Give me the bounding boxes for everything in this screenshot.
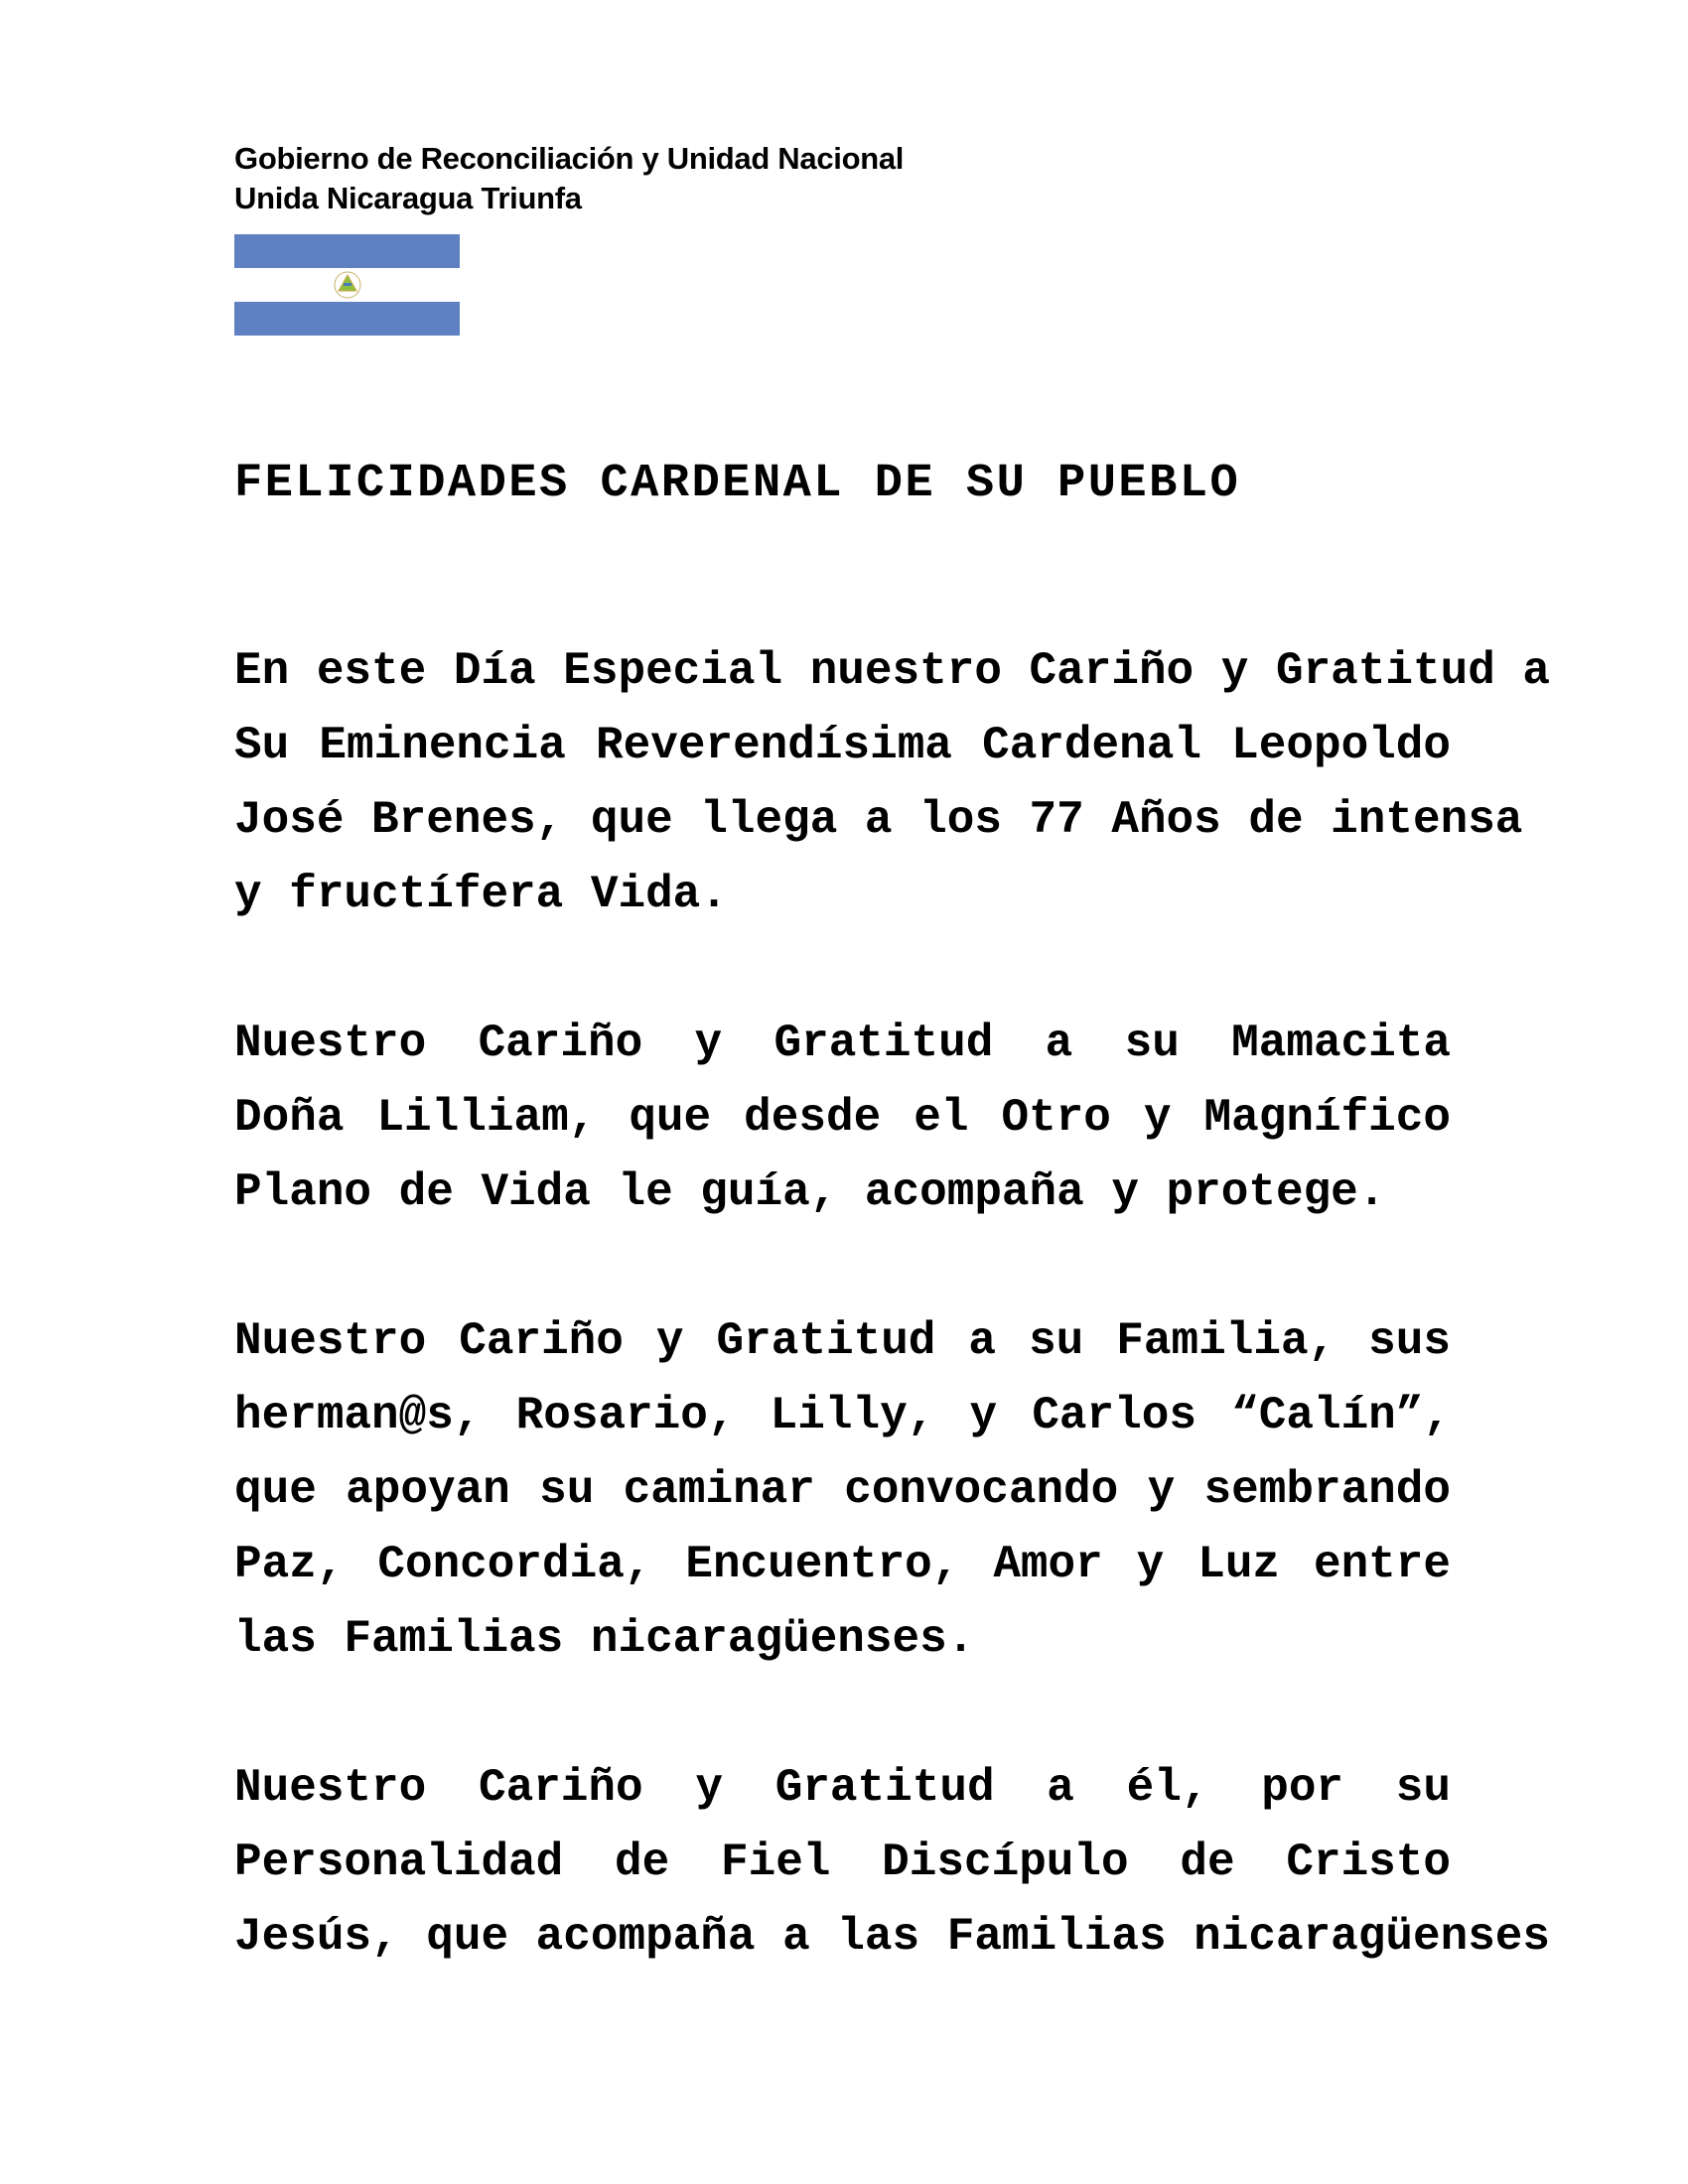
paragraph [234, 1751, 1551, 1975]
paragraph [234, 1007, 1451, 1230]
paragraph [234, 1304, 1451, 1677]
flag-bottom-band [234, 302, 460, 336]
paragraph-line: Plano de Vida le guía, acompaña y protege. [234, 1166, 1386, 1218]
paragraph-line: y fructífera Vida. [234, 869, 728, 920]
paragraph-line: Su Eminencia Reverendísima Cardenal Leopoldo [234, 720, 1451, 771]
flag-top-band [234, 234, 460, 268]
header-government-name: Gobierno de Reconciliación y Unidad Nacional [234, 141, 905, 176]
flag-middle-band [234, 268, 460, 302]
paragraph-line: En este Día Especial nuestro Cariño y Gratitud a [234, 645, 1551, 697]
paragraph-line: las Familias nicaragüenses. [234, 1613, 975, 1665]
paragraph-line: Jesús, que acompaña a las Familias nicaragüenses [234, 1911, 1551, 1963]
paragraph-line: Nuestro Cariño y Gratitud a él, por su [234, 1762, 1451, 1814]
coat-of-arms-icon [333, 270, 362, 300]
paragraph-line: Nuestro Cariño y Gratitud a su Familia, sus [234, 1315, 1451, 1367]
document-header [234, 139, 904, 218]
document-body [234, 634, 1551, 2049]
paragraph-line: Doña Lilliam, que desde el Otro y Magnífico [234, 1092, 1451, 1144]
paragraph [234, 634, 1551, 932]
paragraph-line: Nuestro Cariño y Gratitud a su Mamacita [234, 1018, 1451, 1069]
nicaragua-flag-icon [234, 234, 460, 336]
paragraph-line: José Brenes, que llega a los 77 Años de intensa [234, 794, 1523, 846]
paragraph-line: Personalidad de Fiel Discípulo de Cristo [234, 1837, 1451, 1888]
document-title: FELICIDADES CARDENAL DE SU PUEBLO [234, 458, 1241, 510]
paragraph-line: que apoyan su caminar convocando y sembrando [234, 1464, 1451, 1516]
header-slogan: Unida Nicaragua Triunfa [234, 181, 582, 215]
paragraph-line: herman@s, Rosario, Lilly, y Carlos “Calín”, [234, 1390, 1451, 1441]
paragraph-line: Paz, Concordia, Encuentro, Amor y Luz entre [234, 1539, 1451, 1590]
